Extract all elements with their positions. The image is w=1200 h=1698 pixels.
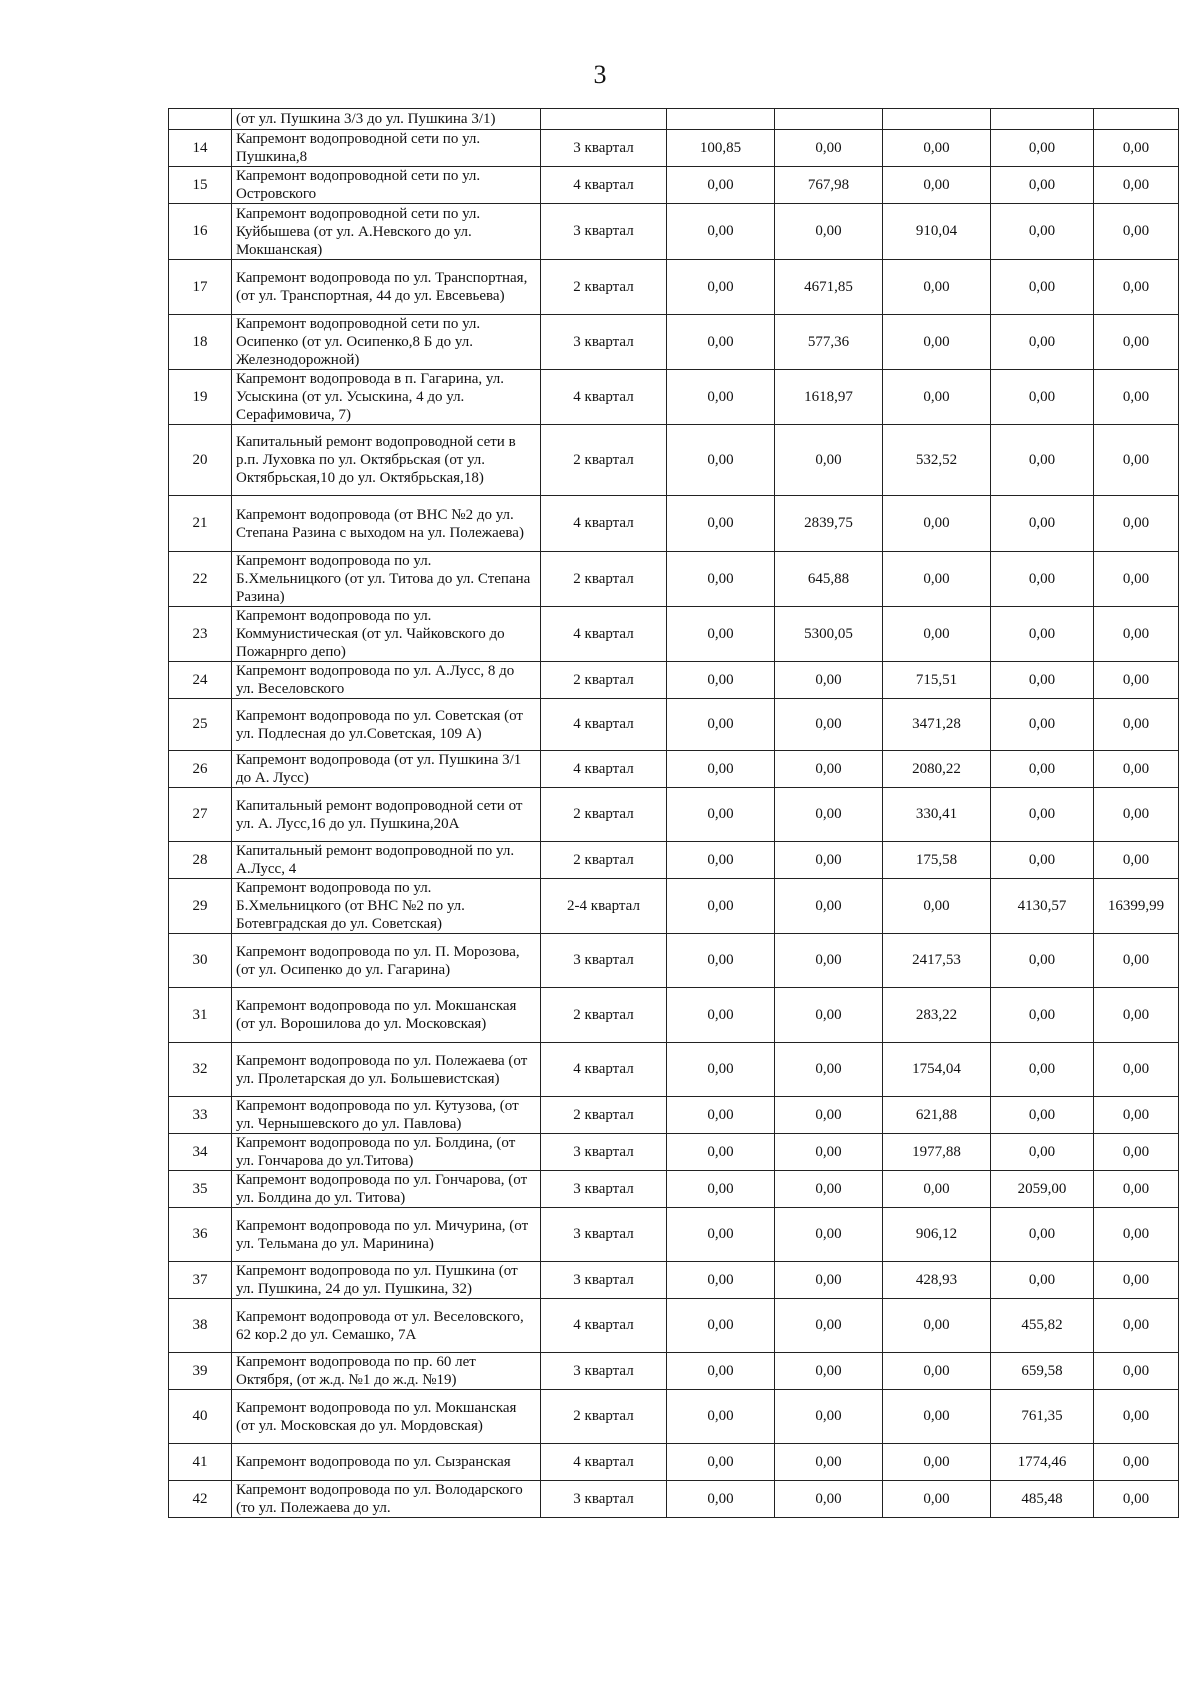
row-number: 32 <box>169 1043 232 1097</box>
row-period: 2 квартал <box>541 1390 667 1444</box>
row-number: 22 <box>169 552 232 607</box>
row-description: Капремонт водопровода по ул. Коммунистическая (от ул. Чайковского до Пожарнрго депо) <box>232 607 541 662</box>
row-number: 28 <box>169 842 232 879</box>
row-value-3 <box>883 109 991 130</box>
row-period: 4 квартал <box>541 1444 667 1481</box>
row-value-5: 0,00 <box>1094 607 1179 662</box>
row-value-1: 0,00 <box>667 496 775 552</box>
table-row <box>169 1043 1179 1097</box>
table-row <box>169 552 1179 607</box>
row-value-5: 0,00 <box>1094 934 1179 988</box>
row-value-5: 0,00 <box>1094 751 1179 788</box>
row-value-1: 100,85 <box>667 130 775 167</box>
row-value-1: 0,00 <box>667 1299 775 1353</box>
row-number: 24 <box>169 662 232 699</box>
row-value-2: 645,88 <box>775 552 883 607</box>
row-value-4: 0,00 <box>991 788 1094 842</box>
row-period: 4 квартал <box>541 496 667 552</box>
row-value-2: 767,98 <box>775 167 883 204</box>
row-description: Капитальный ремонт водопроводной сети в р.п. Луховка по ул. Октябрьская (от ул. Октябрьская,10 до ул. Октябрьская,18) <box>232 425 541 496</box>
row-value-4: 0,00 <box>991 1134 1094 1171</box>
row-value-1: 0,00 <box>667 425 775 496</box>
row-value-4: 0,00 <box>991 662 1094 699</box>
row-number: 42 <box>169 1481 232 1518</box>
row-description: Капремонт водопровода по ул. Б.Хмельницкого (от ул. Титова до ул. Степана Разина) <box>232 552 541 607</box>
row-value-5: 0,00 <box>1094 370 1179 425</box>
row-value-2: 0,00 <box>775 1390 883 1444</box>
row-number: 33 <box>169 1097 232 1134</box>
row-value-5: 0,00 <box>1094 1208 1179 1262</box>
row-period: 2 квартал <box>541 552 667 607</box>
row-number: 38 <box>169 1299 232 1353</box>
table-row <box>169 788 1179 842</box>
row-number: 16 <box>169 204 232 260</box>
table-body <box>169 109 1179 1518</box>
row-value-4: 0,00 <box>991 370 1094 425</box>
row-value-5: 0,00 <box>1094 1444 1179 1481</box>
row-value-5: 0,00 <box>1094 315 1179 370</box>
row-value-2: 0,00 <box>775 934 883 988</box>
row-value-2: 577,36 <box>775 315 883 370</box>
row-number: 25 <box>169 699 232 751</box>
table-row <box>169 315 1179 370</box>
row-description: Капремонт водопровода по ул. Володарского (то ул. Полежаева до ул. <box>232 1481 541 1518</box>
row-value-2: 1618,97 <box>775 370 883 425</box>
row-description: Капремонт водопровода по ул. Б.Хмельницкого (от ВНС №2 по ул. Ботевградская до ул. Советская) <box>232 879 541 934</box>
table-row <box>169 370 1179 425</box>
row-number: 30 <box>169 934 232 988</box>
row-value-4: 761,35 <box>991 1390 1094 1444</box>
row-value-4: 0,00 <box>991 496 1094 552</box>
table-row <box>169 699 1179 751</box>
row-value-2: 0,00 <box>775 1043 883 1097</box>
row-period: 4 квартал <box>541 167 667 204</box>
row-value-4 <box>991 109 1094 130</box>
row-description: Капремонт водопровода (от ул. Пушкина 3/1 до А. Лусс) <box>232 751 541 788</box>
row-period: 3 квартал <box>541 1208 667 1262</box>
row-value-3: 1754,04 <box>883 1043 991 1097</box>
row-description: Капремонт водопровода по ул. Кутузова, (от ул. Чернышевского до ул. Павлова) <box>232 1097 541 1134</box>
table-row <box>169 167 1179 204</box>
row-value-2: 0,00 <box>775 788 883 842</box>
row-value-3: 910,04 <box>883 204 991 260</box>
row-value-1: 0,00 <box>667 1353 775 1390</box>
row-value-2: 0,00 <box>775 1299 883 1353</box>
row-value-3: 175,58 <box>883 842 991 879</box>
row-description: Капремонт водопровода по ул. Мокшанская (от ул. Московская до ул. Мордовская) <box>232 1390 541 1444</box>
row-value-4: 0,00 <box>991 1262 1094 1299</box>
row-value-4: 0,00 <box>991 607 1094 662</box>
row-value-2: 0,00 <box>775 204 883 260</box>
row-value-4: 659,58 <box>991 1353 1094 1390</box>
row-value-3: 0,00 <box>883 1353 991 1390</box>
row-period: 4 квартал <box>541 751 667 788</box>
row-description: Капремонт водопровода по ул. Гончарова, (от ул. Болдина до ул. Титова) <box>232 1171 541 1208</box>
row-period: 2 квартал <box>541 662 667 699</box>
row-value-3: 0,00 <box>883 552 991 607</box>
row-value-3: 0,00 <box>883 167 991 204</box>
row-value-1: 0,00 <box>667 370 775 425</box>
row-value-2: 2839,75 <box>775 496 883 552</box>
row-description: Капремонт водопровода от ул. Веселовского, 62 кор.2 до ул. Семашко, 7А <box>232 1299 541 1353</box>
row-number: 15 <box>169 167 232 204</box>
table-row <box>169 1299 1179 1353</box>
row-description: Капремонт водопровода по ул. А.Лусс, 8 до ул. Веселовского <box>232 662 541 699</box>
row-value-3: 283,22 <box>883 988 991 1043</box>
row-value-5: 0,00 <box>1094 1390 1179 1444</box>
row-value-3: 428,93 <box>883 1262 991 1299</box>
row-description: Капремонт водопровода по ул. Мичурина, (от ул. Тельмана до ул. Маринина) <box>232 1208 541 1262</box>
row-period: 3 квартал <box>541 1134 667 1171</box>
row-value-1: 0,00 <box>667 607 775 662</box>
row-value-4: 2059,00 <box>991 1171 1094 1208</box>
row-value-5: 0,00 <box>1094 1299 1179 1353</box>
row-value-5: 0,00 <box>1094 842 1179 879</box>
row-value-1: 0,00 <box>667 842 775 879</box>
row-number: 17 <box>169 260 232 315</box>
row-value-4: 0,00 <box>991 315 1094 370</box>
row-period: 2 квартал <box>541 788 667 842</box>
row-value-5: 0,00 <box>1094 496 1179 552</box>
row-description: Капремонт водопроводной сети по ул. Куйбышева (от ул. А.Невского до ул. Мокшанская) <box>232 204 541 260</box>
table-row <box>169 109 1179 130</box>
row-number: 20 <box>169 425 232 496</box>
row-value-2: 0,00 <box>775 1262 883 1299</box>
row-value-1: 0,00 <box>667 1444 775 1481</box>
row-value-3: 0,00 <box>883 1171 991 1208</box>
row-period: 2 квартал <box>541 1097 667 1134</box>
row-value-5: 0,00 <box>1094 662 1179 699</box>
row-value-1: 0,00 <box>667 1262 775 1299</box>
row-value-4: 0,00 <box>991 842 1094 879</box>
row-value-3: 0,00 <box>883 1444 991 1481</box>
row-value-1: 0,00 <box>667 788 775 842</box>
row-description: Капитальный ремонт водопроводной сети от ул. А. Лусс,16 до ул. Пушкина,20А <box>232 788 541 842</box>
row-value-4: 1774,46 <box>991 1444 1094 1481</box>
table-row <box>169 496 1179 552</box>
row-number: 41 <box>169 1444 232 1481</box>
row-value-2: 0,00 <box>775 1134 883 1171</box>
row-value-2: 0,00 <box>775 662 883 699</box>
row-number: 14 <box>169 130 232 167</box>
row-value-3: 532,52 <box>883 425 991 496</box>
row-value-2: 0,00 <box>775 1097 883 1134</box>
works-table <box>168 108 1179 1518</box>
row-period: 3 квартал <box>541 204 667 260</box>
row-value-1: 0,00 <box>667 751 775 788</box>
row-value-2: 0,00 <box>775 751 883 788</box>
table-row <box>169 1097 1179 1134</box>
row-value-4: 0,00 <box>991 934 1094 988</box>
row-period: 2 квартал <box>541 260 667 315</box>
row-number: 36 <box>169 1208 232 1262</box>
row-value-4: 4130,57 <box>991 879 1094 934</box>
row-value-5: 0,00 <box>1094 167 1179 204</box>
table-row <box>169 1262 1179 1299</box>
page-number: 3 <box>593 60 607 89</box>
row-description: Капремонт водопровода по ул. Пушкина (от ул. Пушкина, 24 до ул. Пушкина, 32) <box>232 1262 541 1299</box>
row-value-4: 0,00 <box>991 130 1094 167</box>
row-description: Капремонт водопровода по ул. Сызранская <box>232 1444 541 1481</box>
row-value-2: 0,00 <box>775 1353 883 1390</box>
row-period: 2 квартал <box>541 425 667 496</box>
row-period: 3 квартал <box>541 1481 667 1518</box>
row-period: 4 квартал <box>541 607 667 662</box>
row-value-4: 0,00 <box>991 1043 1094 1097</box>
row-value-3: 715,51 <box>883 662 991 699</box>
row-description: Капремонт водопровода по ул. Полежаева (от ул. Пролетарская до ул. Большевистская) <box>232 1043 541 1097</box>
row-value-5: 0,00 <box>1094 1171 1179 1208</box>
row-value-5: 0,00 <box>1094 425 1179 496</box>
row-description: Капремонт водопровода (от ВНС №2 до ул. Степана Разина с выходом на ул. Полежаева) <box>232 496 541 552</box>
row-value-2: 0,00 <box>775 1208 883 1262</box>
row-description: Капремонт водопровода по ул. Мокшанская (от ул. Ворошилова до ул. Московская) <box>232 988 541 1043</box>
row-value-3: 0,00 <box>883 1390 991 1444</box>
row-value-4: 0,00 <box>991 1208 1094 1262</box>
row-value-5: 0,00 <box>1094 260 1179 315</box>
row-period: 3 квартал <box>541 130 667 167</box>
table-row <box>169 260 1179 315</box>
row-description: Капремонт водопровода по ул. Транспортная, (от ул. Транспортная, 44 до ул. Евсевьева) <box>232 260 541 315</box>
row-value-2: 0,00 <box>775 1171 883 1208</box>
row-value-2: 0,00 <box>775 1444 883 1481</box>
row-value-4: 0,00 <box>991 425 1094 496</box>
row-value-5: 0,00 <box>1094 699 1179 751</box>
row-value-5: 0,00 <box>1094 1134 1179 1171</box>
row-value-2: 0,00 <box>775 1481 883 1518</box>
row-value-3: 0,00 <box>883 496 991 552</box>
row-value-1: 0,00 <box>667 167 775 204</box>
row-number: 23 <box>169 607 232 662</box>
row-value-3: 0,00 <box>883 1481 991 1518</box>
table-row <box>169 934 1179 988</box>
row-number: 29 <box>169 879 232 934</box>
row-period <box>541 109 667 130</box>
row-value-1: 0,00 <box>667 1097 775 1134</box>
row-value-1: 0,00 <box>667 552 775 607</box>
row-value-1: 0,00 <box>667 1134 775 1171</box>
row-value-3: 1977,88 <box>883 1134 991 1171</box>
row-value-5: 0,00 <box>1094 130 1179 167</box>
table-row <box>169 1134 1179 1171</box>
row-value-1: 0,00 <box>667 934 775 988</box>
row-value-5: 0,00 <box>1094 1097 1179 1134</box>
row-period: 3 квартал <box>541 315 667 370</box>
row-value-1: 0,00 <box>667 988 775 1043</box>
table-row <box>169 425 1179 496</box>
row-value-3: 0,00 <box>883 607 991 662</box>
row-number: 19 <box>169 370 232 425</box>
row-value-2: 0,00 <box>775 425 883 496</box>
row-period: 3 квартал <box>541 1262 667 1299</box>
row-number: 34 <box>169 1134 232 1171</box>
row-value-3: 0,00 <box>883 260 991 315</box>
row-value-2: 0,00 <box>775 699 883 751</box>
row-description: Капремонт водопровода по ул. П. Морозова, (от ул. Осипенко до ул. Гагарина) <box>232 934 541 988</box>
row-value-1: 0,00 <box>667 1171 775 1208</box>
table-row <box>169 1353 1179 1390</box>
table-row <box>169 879 1179 934</box>
row-period: 4 квартал <box>541 1299 667 1353</box>
row-value-4: 0,00 <box>991 167 1094 204</box>
row-description: Капремонт водопроводной сети по ул. Осипенко (от ул. Осипенко,8 Б до ул. Железнодорожной) <box>232 315 541 370</box>
row-period: 3 квартал <box>541 1171 667 1208</box>
row-value-3: 0,00 <box>883 315 991 370</box>
table-row <box>169 1390 1179 1444</box>
row-period: 3 квартал <box>541 934 667 988</box>
table-row <box>169 130 1179 167</box>
row-value-3: 2417,53 <box>883 934 991 988</box>
table-row <box>169 204 1179 260</box>
row-number: 35 <box>169 1171 232 1208</box>
row-value-1: 0,00 <box>667 699 775 751</box>
row-number: 40 <box>169 1390 232 1444</box>
row-value-1: 0,00 <box>667 662 775 699</box>
row-value-3: 3471,28 <box>883 699 991 751</box>
row-description: Капитальный ремонт водопроводной по ул. А.Лусс, 4 <box>232 842 541 879</box>
row-value-4: 0,00 <box>991 751 1094 788</box>
row-value-4: 0,00 <box>991 260 1094 315</box>
row-value-4: 0,00 <box>991 1097 1094 1134</box>
row-number: 27 <box>169 788 232 842</box>
row-number: 39 <box>169 1353 232 1390</box>
row-value-5 <box>1094 109 1179 130</box>
row-value-5: 0,00 <box>1094 1353 1179 1390</box>
table-row <box>169 607 1179 662</box>
row-value-4: 0,00 <box>991 699 1094 751</box>
row-period: 2 квартал <box>541 988 667 1043</box>
table-row <box>169 842 1179 879</box>
row-value-1: 0,00 <box>667 1390 775 1444</box>
row-description: Капремонт водопровода по ул. Советская (от ул. Подлесная до ул.Советская, 109 А) <box>232 699 541 751</box>
row-value-1: 0,00 <box>667 315 775 370</box>
row-value-1: 0,00 <box>667 260 775 315</box>
row-value-2: 0,00 <box>775 879 883 934</box>
row-value-1: 0,00 <box>667 204 775 260</box>
row-period: 2 квартал <box>541 842 667 879</box>
row-value-2: 0,00 <box>775 842 883 879</box>
row-number: 37 <box>169 1262 232 1299</box>
row-period: 3 квартал <box>541 1353 667 1390</box>
row-description: Капремонт водопровода в п. Гагарина, ул. Усыскина (от ул. Усыскина, 4 до ул. Серафимовича, 7) <box>232 370 541 425</box>
row-period: 4 квартал <box>541 699 667 751</box>
row-value-4: 0,00 <box>991 552 1094 607</box>
table-row <box>169 1171 1179 1208</box>
table-row <box>169 1208 1179 1262</box>
row-value-3: 330,41 <box>883 788 991 842</box>
row-value-1: 0,00 <box>667 1208 775 1262</box>
row-value-5: 0,00 <box>1094 204 1179 260</box>
row-description: Капремонт водопроводной сети по ул. Пушкина,8 <box>232 130 541 167</box>
row-value-1: 0,00 <box>667 1043 775 1097</box>
row-value-3: 0,00 <box>883 130 991 167</box>
row-value-5: 0,00 <box>1094 1481 1179 1518</box>
row-value-5: 0,00 <box>1094 788 1179 842</box>
row-value-1 <box>667 109 775 130</box>
row-value-3: 621,88 <box>883 1097 991 1134</box>
row-value-4: 455,82 <box>991 1299 1094 1353</box>
row-description: (от ул. Пушкина 3/3 до ул. Пушкина 3/1) <box>232 109 541 130</box>
row-value-4: 0,00 <box>991 204 1094 260</box>
row-value-2: 4671,85 <box>775 260 883 315</box>
row-value-3: 2080,22 <box>883 751 991 788</box>
row-number: 18 <box>169 315 232 370</box>
row-number <box>169 109 232 130</box>
row-period: 2-4 квартал <box>541 879 667 934</box>
row-value-1: 0,00 <box>667 879 775 934</box>
row-value-2: 5300,05 <box>775 607 883 662</box>
row-value-3: 906,12 <box>883 1208 991 1262</box>
table-row <box>169 751 1179 788</box>
row-number: 26 <box>169 751 232 788</box>
table-row <box>169 662 1179 699</box>
row-value-3: 0,00 <box>883 1299 991 1353</box>
row-value-5: 0,00 <box>1094 1262 1179 1299</box>
row-value-5: 0,00 <box>1094 1043 1179 1097</box>
row-number: 31 <box>169 988 232 1043</box>
table-row <box>169 1444 1179 1481</box>
row-value-2: 0,00 <box>775 988 883 1043</box>
row-value-5: 0,00 <box>1094 552 1179 607</box>
row-value-5: 0,00 <box>1094 988 1179 1043</box>
row-description: Капремонт водопроводной сети по ул. Островского <box>232 167 541 204</box>
row-description: Капремонт водопровода по пр. 60 лет Октября, (от ж.д. №1 до ж.д. №19) <box>232 1353 541 1390</box>
row-value-3: 0,00 <box>883 879 991 934</box>
row-description: Капремонт водопровода по ул. Болдина, (от ул. Гончарова до ул.Титова) <box>232 1134 541 1171</box>
row-value-2: 0,00 <box>775 130 883 167</box>
row-value-2 <box>775 109 883 130</box>
row-number: 21 <box>169 496 232 552</box>
row-period: 4 квартал <box>541 1043 667 1097</box>
row-value-4: 0,00 <box>991 988 1094 1043</box>
table-row <box>169 1481 1179 1518</box>
table-row <box>169 988 1179 1043</box>
row-value-3: 0,00 <box>883 370 991 425</box>
row-value-1: 0,00 <box>667 1481 775 1518</box>
row-period: 4 квартал <box>541 370 667 425</box>
row-value-4: 485,48 <box>991 1481 1094 1518</box>
row-value-5: 16399,99 <box>1094 879 1179 934</box>
